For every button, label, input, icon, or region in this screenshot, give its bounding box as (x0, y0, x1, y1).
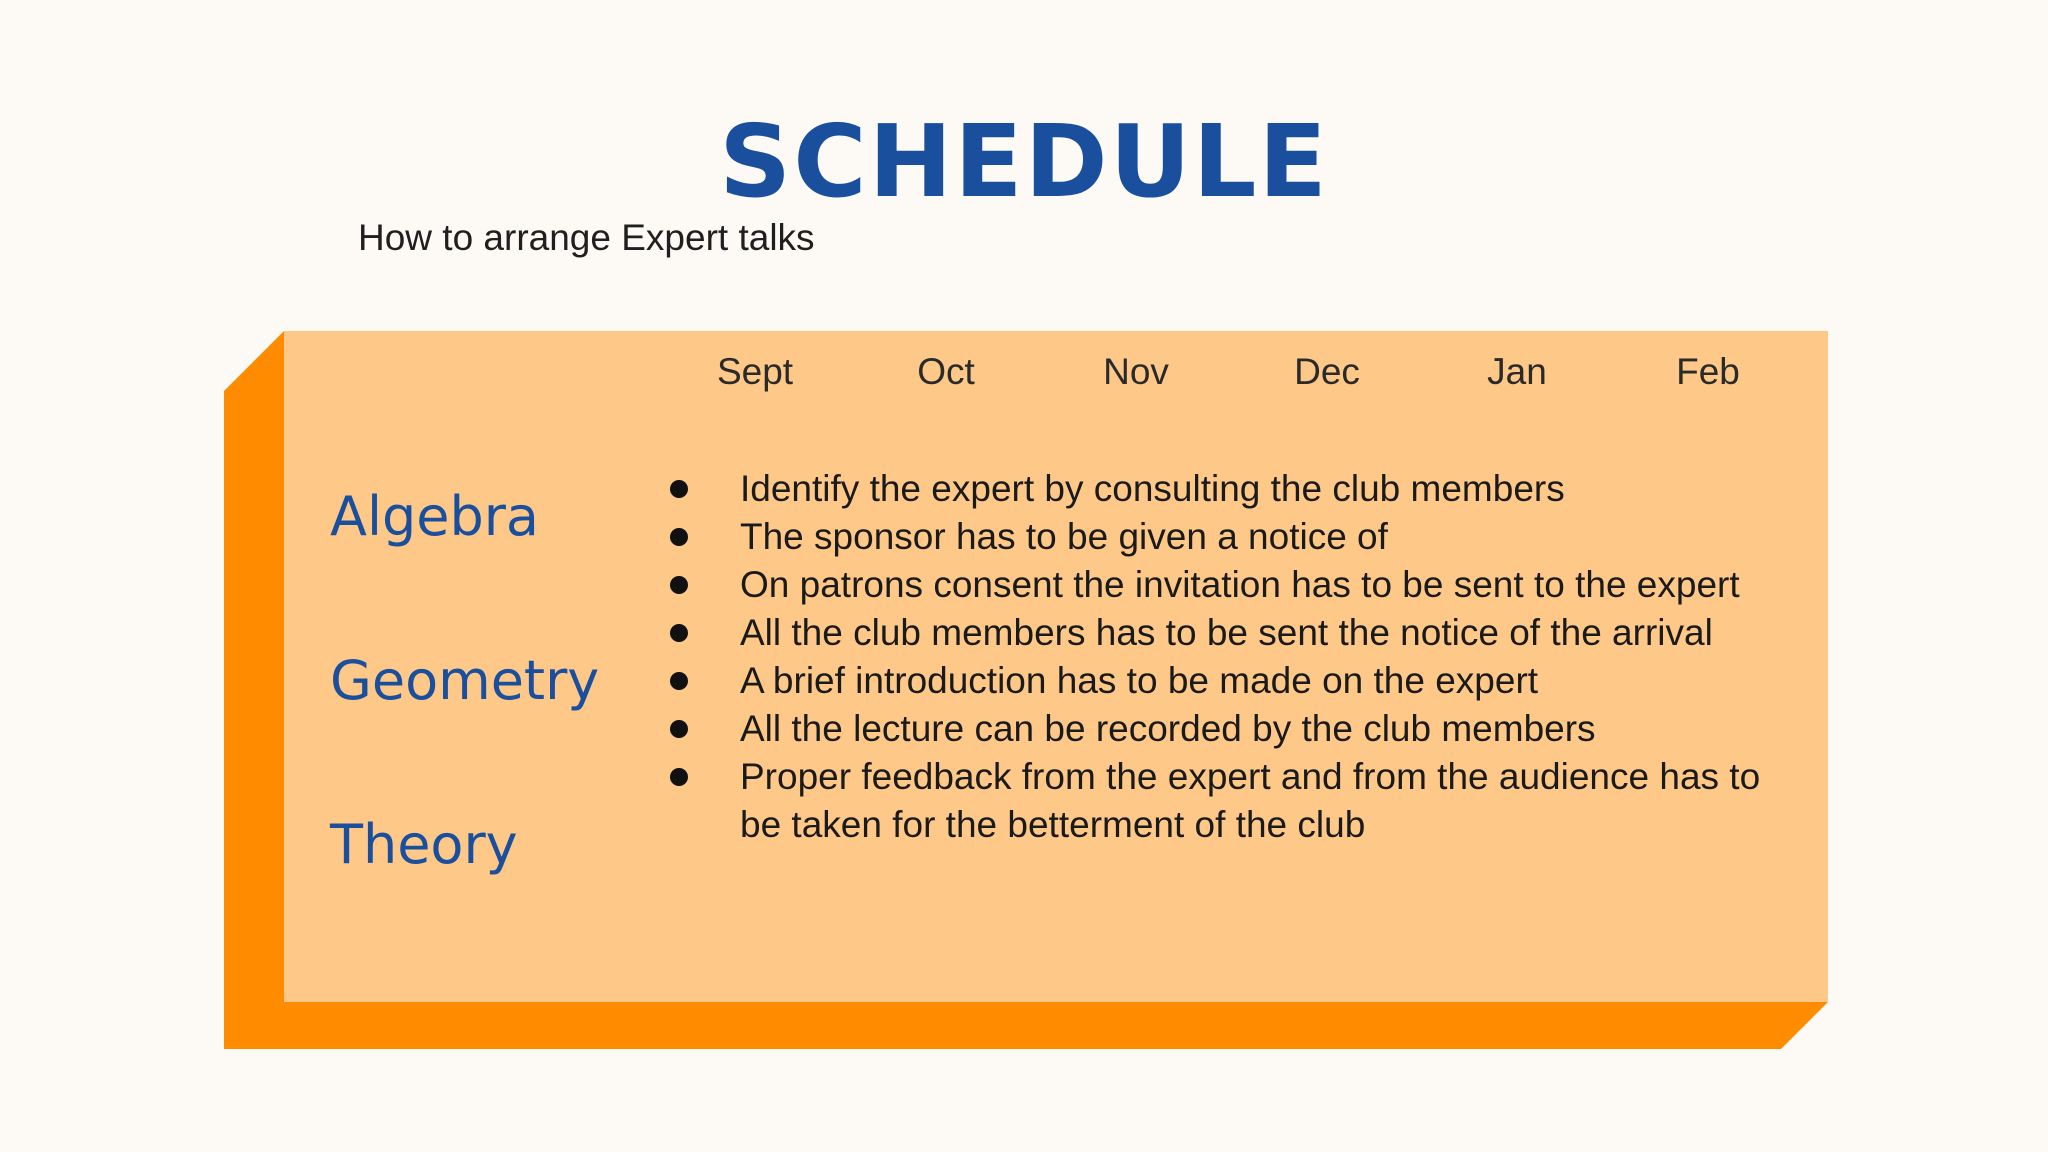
steps-list (660, 465, 1800, 849)
slide-subtitle: How to arrange Expert talks (358, 217, 815, 258)
month-header (0, 348, 2048, 398)
subject-geometry: Geometry (330, 649, 600, 712)
list-item (660, 705, 1800, 753)
bullet-icon (670, 720, 688, 738)
list-item (660, 657, 1800, 705)
month-label: Sept (716, 351, 794, 392)
card-side-left (224, 331, 284, 1049)
bullet-icon (670, 576, 688, 594)
step-text: All the club members has to be sent the notice of the arrival (740, 612, 1713, 653)
list-item (660, 465, 1800, 513)
step-text: On patrons consent the invitation has to be sent to the expert (740, 564, 1740, 605)
list-item (660, 753, 1800, 849)
step-text: A brief introduction has to be made on the expert (740, 660, 1539, 701)
slide-title: SCHEDULE (719, 103, 1329, 220)
card-side-bottom (224, 1002, 1828, 1049)
bullet-icon (670, 768, 688, 786)
subject-algebra: Algebra (330, 485, 540, 548)
month-label: Dec (1294, 351, 1360, 392)
month-label: Feb (1676, 351, 1740, 392)
step-text: Proper feedback from the expert and from the audience has to be taken for the betterment of the club (740, 756, 1761, 845)
bullet-icon (670, 528, 688, 546)
month-label: Jan (1487, 351, 1547, 392)
month-label: Nov (1103, 351, 1169, 392)
bullet-icon (670, 480, 688, 498)
list-item (660, 513, 1800, 561)
list-item (660, 609, 1800, 657)
bullet-icon (670, 624, 688, 642)
list-item (660, 561, 1800, 609)
step-text: All the lecture can be recorded by the club members (740, 708, 1596, 749)
step-text: The sponsor has to be given a notice of (740, 516, 1388, 557)
bullet-icon (670, 672, 688, 690)
step-text: Identify the expert by consulting the club members (740, 468, 1565, 509)
subject-theory: Theory (330, 813, 518, 876)
month-label: Oct (917, 351, 975, 392)
